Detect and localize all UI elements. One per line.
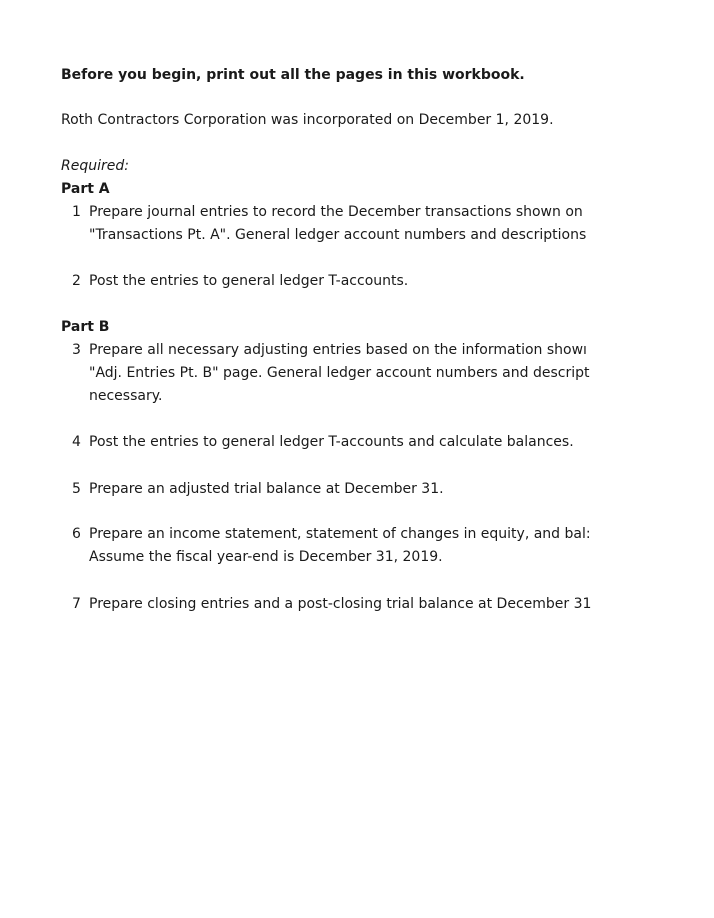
item-text-line: "Adj. Entries Pt. B" page. General ledger account numbers and descript <box>89 365 590 381</box>
part-a-heading: Part A <box>61 181 110 197</box>
item-number: 3 <box>72 342 81 358</box>
item-number: 1 <box>72 204 81 220</box>
item-text-line: Prepare closing entries and a post-closing trial balance at December 31 <box>89 596 592 612</box>
print-instruction: Before you begin, print out all the pages in this workbook. <box>61 67 525 83</box>
part-b-heading: Part B <box>61 319 110 335</box>
item-text-line: Prepare an income statement, statement of changes in equity, and bal: <box>89 526 591 542</box>
required-label: Required: <box>61 158 129 174</box>
intro-text: Roth Contractors Corporation was incorporated on December 1, 2019. <box>61 112 554 128</box>
item-number: 2 <box>72 273 81 289</box>
item-text-line: Post the entries to general ledger T-accounts. <box>89 273 409 289</box>
item-text-line: "Transactions Pt. A". General ledger account numbers and descriptions <box>89 227 587 243</box>
item-text-line: necessary. <box>89 388 163 404</box>
item-text-line: Prepare journal entries to record the December transactions shown on <box>89 204 583 220</box>
item-text-line: Prepare an adjusted trial balance at December 31. <box>89 481 444 497</box>
item-number: 7 <box>72 596 81 612</box>
item-text-line: Post the entries to general ledger T-accounts and calculate balances. <box>89 434 574 450</box>
item-number: 4 <box>72 434 81 450</box>
item-number: 5 <box>72 481 81 497</box>
item-text-line: Assume the fiscal year-end is December 31, 2019. <box>89 549 443 565</box>
item-text-line: Prepare all necessary adjusting entries based on the information showı <box>89 342 587 358</box>
item-number: 6 <box>72 526 81 542</box>
